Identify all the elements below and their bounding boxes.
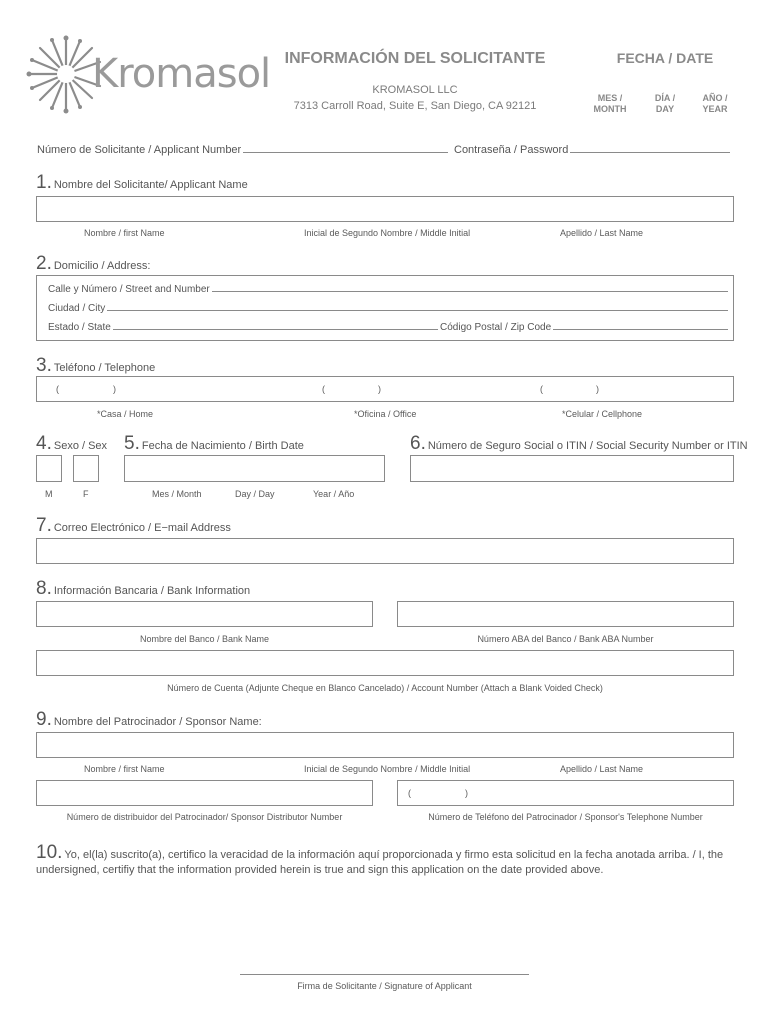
account-number-label: Número de Cuenta (Adjunte Cheque en Blanco Cancelado) / Account Number (Attach a Blank Voided Check) [167,683,603,693]
street-label: Calle y Número / Street and Number [48,284,210,295]
password-row [454,143,730,156]
kromasol-logo [26,34,271,114]
section-9-title: 9. Nombre del Patrocinador / Sponsor Name: [36,709,262,730]
birth-year-label: Year / Año [313,489,355,499]
state-label: Estado / State [48,322,111,333]
section-10-number: 10. [36,842,63,863]
telephone-field[interactable] [36,376,734,402]
company-address: 7313 Carroll Road, Suite E, San Diego, CA 92121 [293,100,537,112]
last-name-label: Apellido / Last Name [560,228,644,238]
home-paren-close: ) [113,384,116,394]
office-paren-close: ) [378,384,381,394]
city-row [48,301,728,314]
section-1-title: 1. Nombre del Solicitante/ Applicant Name [36,172,248,193]
bank-aba-label: Número ABA del Banco / Bank ABA Number [477,634,654,644]
home-phone-label: *Casa / Home [97,409,154,419]
street-row [48,282,728,295]
applicant-number-row [37,143,448,156]
state-field[interactable] [113,320,438,330]
applicant-name-field[interactable] [36,196,734,222]
section-7-title: 7. Correo Electrónico / E−mail Address [36,515,231,536]
certification-text: Yo, el(la) suscrito(a), certifico la veracidad de la información aquí proporcionada y firmo esta solicitud en la fecha anotada arriba. / I, the undersigned, certifiy that the information provided herein is true and sign this application on the date provided above. [36,849,724,876]
bank-name-label: Nombre del Banco / Bank Name [139,634,270,644]
sex-m-box[interactable] [36,455,62,482]
applicant-number-field[interactable] [243,143,448,153]
state-row [48,320,438,333]
form-title: INFORMACIÓN DEL SOLICITANTE [284,50,546,67]
birth-day-label: Day / Day [235,489,275,499]
signature-label: Firma de Solicitante / Signature of Applicant [297,981,472,991]
section-6-title: 6. Número de Seguro Social o ITIN / Social Security Number or ITIN [410,433,748,454]
home-paren-open: ( [56,384,59,394]
section-5-title: 5. Fecha de Nacimiento / Birth Date [124,433,304,454]
office-phone-label: *Oficina / Office [354,409,417,419]
email-field[interactable] [36,538,734,564]
city-label: Ciudad / City [48,303,106,314]
sponsor-phone-paren-open: ( [408,788,411,798]
sponsor-phone-paren-close: ) [465,788,468,798]
date-month: MES / MONTH [593,93,627,114]
date-title: FECHA / DATE [616,50,714,66]
cell-phone-label: *Celular / Cellphone [562,409,643,419]
birth-month-label: Mes / Month [152,489,202,499]
cell-paren-close: ) [596,384,599,394]
zip-label: Código Postal / Zip Code [440,322,552,333]
zip-field[interactable] [553,320,728,330]
sex-f-label: F [83,489,89,499]
sponsor-middle-initial-label: Inicial de Segundo Nombre / Middle Initial [304,764,471,774]
ssn-itin-field[interactable] [410,455,734,482]
section-3-title: 3. Teléfono / Telephone [36,355,156,376]
sponsor-name-field[interactable] [36,732,734,758]
sponsor-distributor-field[interactable] [36,780,373,806]
password-label: Contraseña / Password [454,144,569,156]
sponsor-phone-field[interactable] [397,780,734,806]
password-field[interactable] [570,143,730,153]
office-paren-open: ( [322,384,325,394]
sponsor-phone-label: Número de Teléfono del Patrocinador / Sponsor's Telephone Number [428,812,703,822]
birth-date-field[interactable] [124,455,385,482]
date-year: AÑO / YEAR [702,93,728,114]
section-4-title: 4. Sexo / Sex [36,433,108,454]
first-name-label: Nombre / first Name [84,228,165,238]
account-number-field[interactable] [36,650,734,676]
sex-m-label: M [45,489,53,499]
sex-f-box[interactable] [73,455,99,482]
date-day: DÍA / DAY [654,93,676,114]
city-field[interactable] [107,301,728,311]
bank-aba-field[interactable] [397,601,734,627]
company-name: KROMASOL LLC [372,84,458,96]
bank-name-field[interactable] [36,601,373,627]
cell-paren-open: ( [540,384,543,394]
sponsor-last-name-label: Apellido / Last Name [560,764,644,774]
logo-wordmark: Kromasol [92,51,271,97]
section-2-title: 2. Domicilio / Address: [36,253,151,274]
applicant-number-label: Número de Solicitante / Applicant Number [37,144,242,156]
section-8-title: 8. Información Bancaria / Bank Information [36,578,251,599]
sponsor-distributor-label: Número de distribuidor del Patrocinador/ Sponsor Distributor Number [66,812,343,822]
zip-row [440,320,728,333]
sponsor-first-name-label: Nombre / first Name [84,764,165,774]
certification-statement [36,842,736,878]
signature-line[interactable] [240,974,529,975]
street-field[interactable] [212,282,728,292]
middle-initial-label: Inicial de Segundo Nombre / Middle Initial [304,228,471,238]
